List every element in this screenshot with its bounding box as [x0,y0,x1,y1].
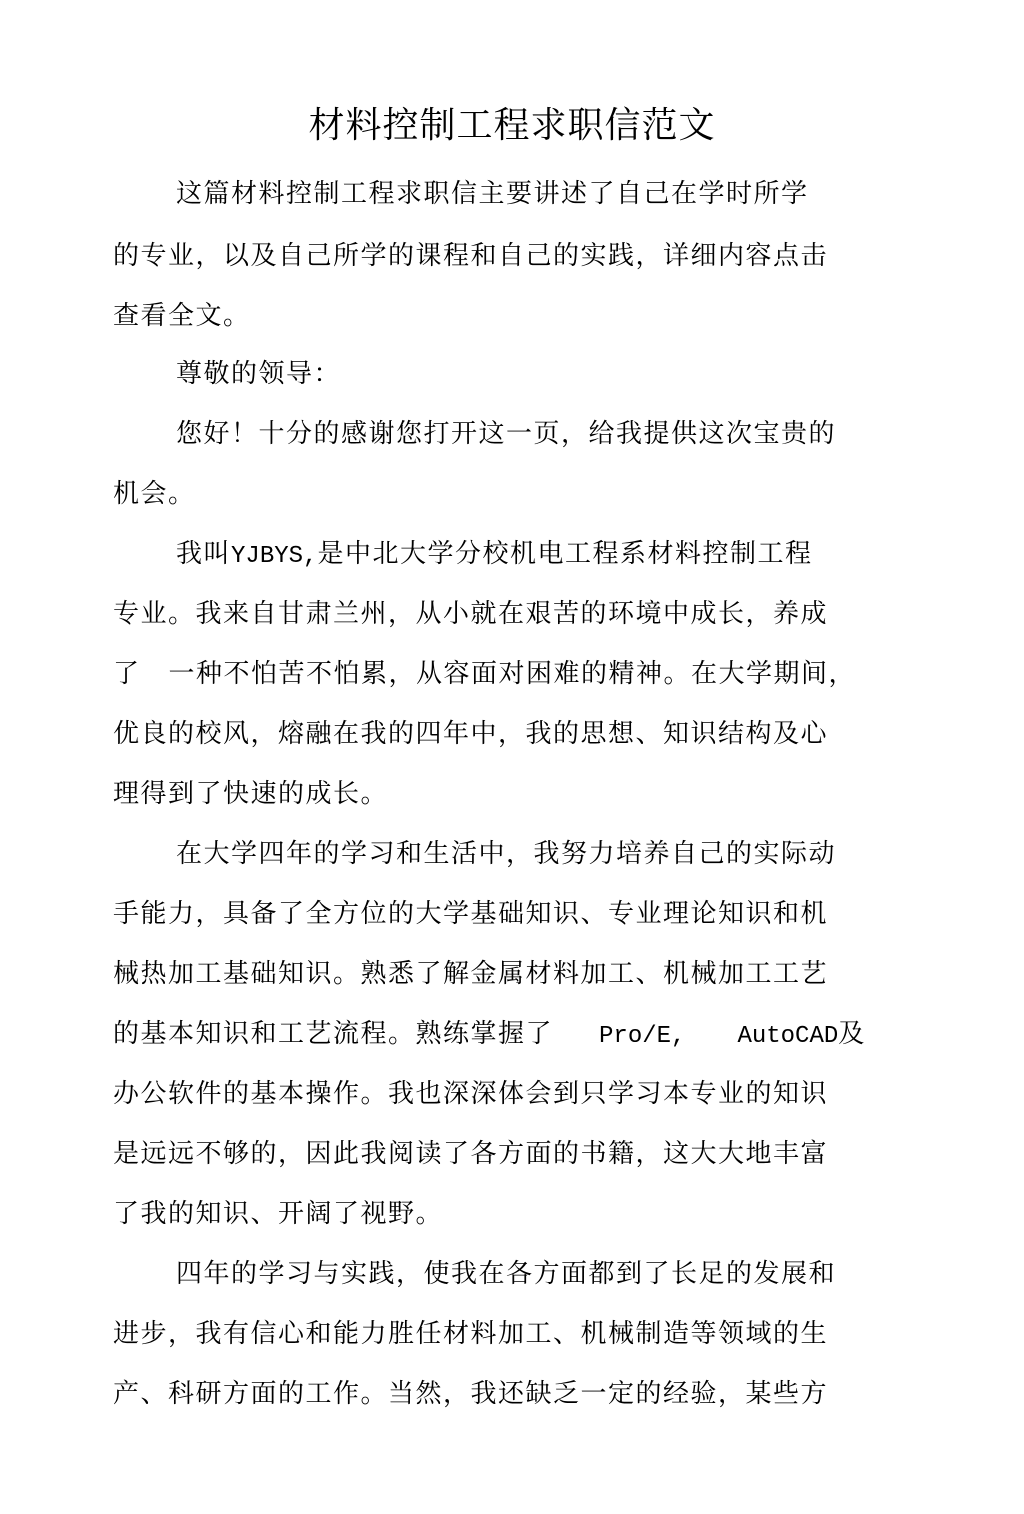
text-span: 是中北大学分校机电工程系材料控制工程 [317,539,813,569]
document-title: 材料控制工程求职信范文 [308,105,716,146]
name-span: YJBYS, [231,543,318,570]
paragraph-line: 产、科研方面的工作。当然，我还缺乏一定的经验，某些方 [113,1379,829,1409]
text-span: 我叫 [176,539,232,569]
paragraph-line: 查看全文。 [113,301,251,331]
paragraph-line [113,1016,866,1055]
paragraph-line: 办公软件的基本操作。我也深深体会到只学习本专业的知识 [113,1079,829,1109]
text-span: 及 [838,1019,866,1049]
paragraph-line: 在大学四年的学习和生活中，我努力培养自己的实际动 [176,839,837,869]
paragraph-line: 专业。我来自甘肃兰州，从小就在艰苦的环境中成长，养成 [113,599,829,629]
paragraph-line: 四年的学习与实践，使我在各方面都到了长足的发展和 [176,1259,837,1289]
paragraph-line: 了我的知识、开阔了视野。 [113,1199,444,1229]
paragraph-line: 是远远不够的，因此我阅读了各方面的书籍，这大大地丰富 [113,1139,829,1169]
paragraph-line: 您好！十分的感谢您打开这一页，给我提供这次宝贵的 [176,419,837,449]
paragraph-line: 进步，我有信心和能力胜任材料加工、机械制造等领域的生 [113,1319,829,1349]
paragraph-line: 械热加工基础知识。熟悉了解金属材料加工、机械加工工艺 [113,959,829,989]
paragraph-line: 优良的校风，熔融在我的四年中，我的思想、知识结构及心 [113,719,829,749]
text-span: 了 [113,659,141,689]
software-span: AutoCAD [737,1023,839,1050]
paragraph-line: 手能力，具备了全方位的大学基础知识、专业理论知识和机 [113,899,829,929]
text-span: 一种不怕苦不怕累，从容面对困难的精神。在大学期间， [168,659,857,689]
salutation: 尊敬的领导： [176,359,342,389]
paragraph-line [176,536,812,575]
paragraph-line: 这篇材料控制工程求职信主要讲述了自己在学时所学 [176,179,809,209]
text-span: 的基本知识和工艺流程。熟练掌握了 [113,1019,554,1049]
paragraph-line: 的专业，以及自己所学的课程和自己的实践，详细内容点击 [113,241,829,271]
paragraph-line [113,656,856,692]
software-span: Pro/E, [599,1023,686,1050]
paragraph-line: 机会。 [113,479,196,509]
paragraph-line: 理得到了快速的成长。 [113,779,389,809]
